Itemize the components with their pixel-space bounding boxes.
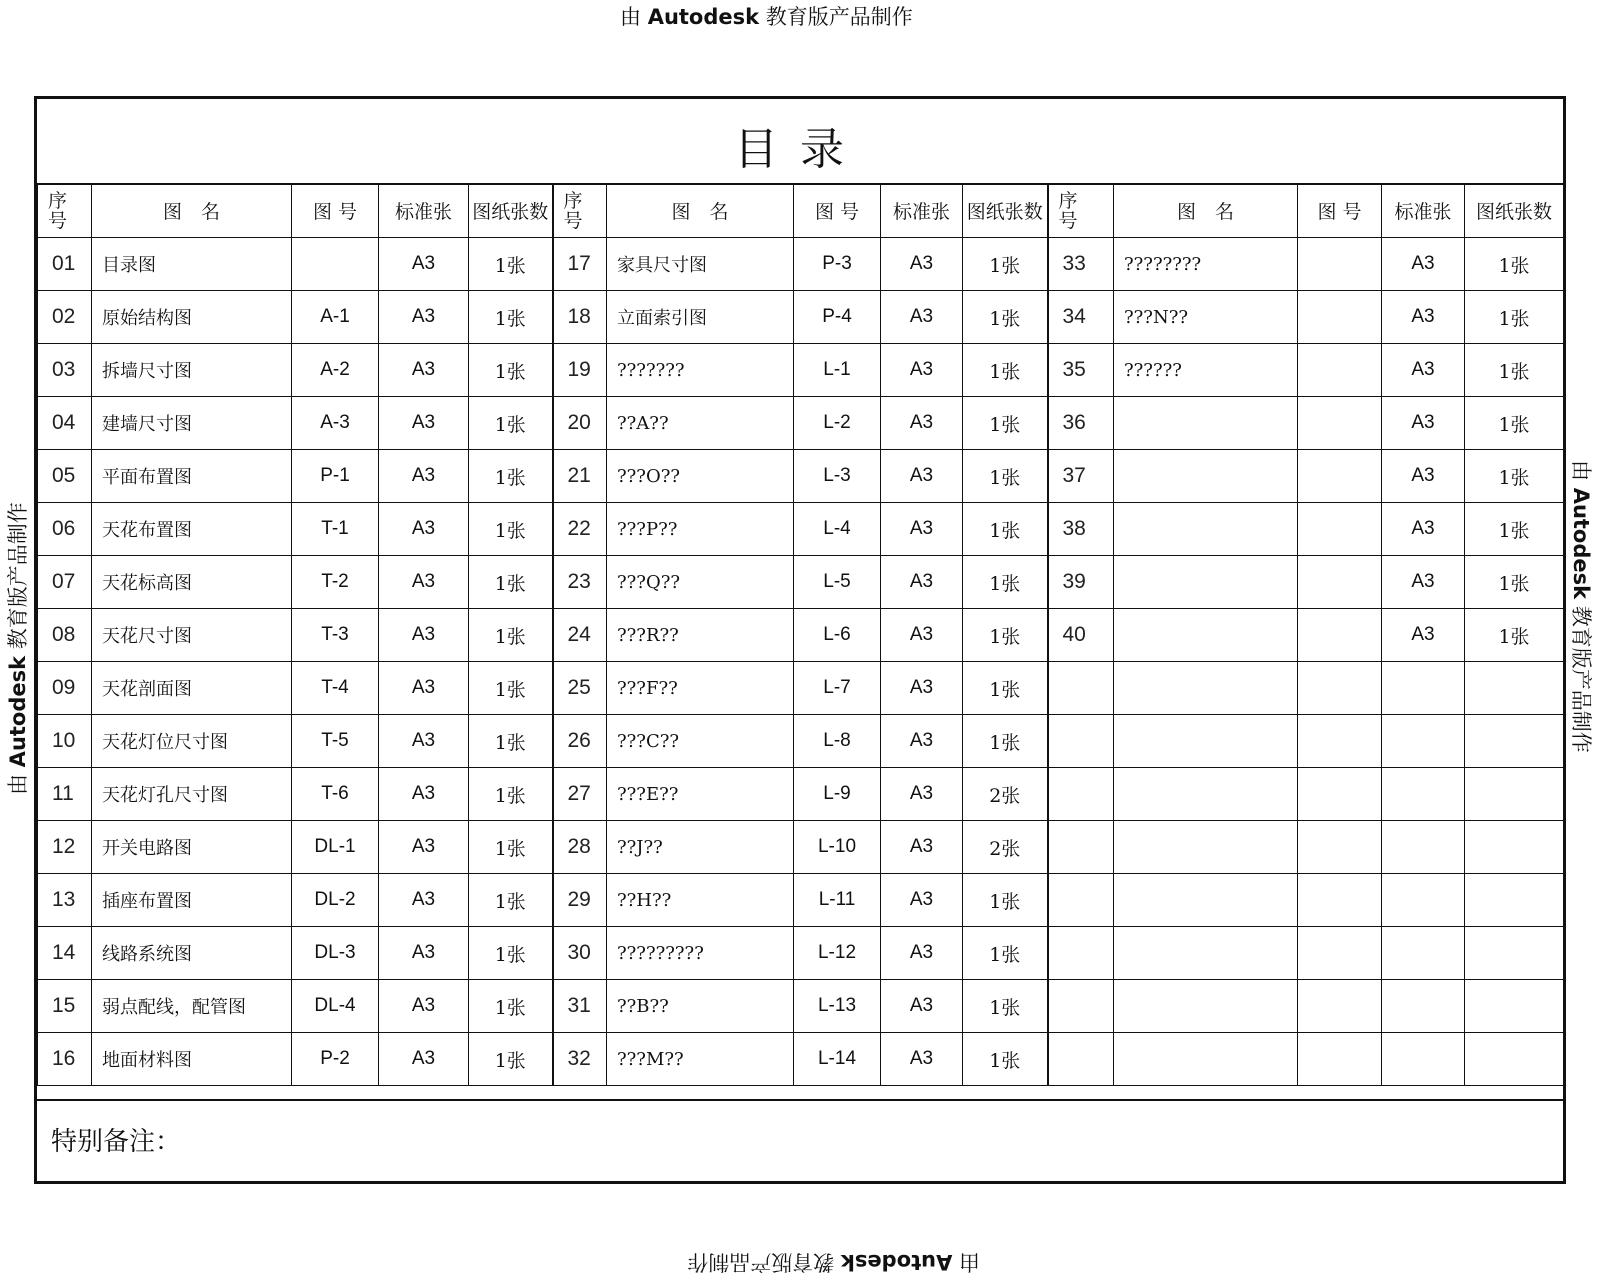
cell-size: A3 bbox=[881, 556, 963, 609]
cell-name: 天花标高图 bbox=[92, 556, 292, 609]
cell-code: L-8 bbox=[794, 715, 881, 768]
cell-seq: 34 bbox=[1048, 291, 1114, 344]
cell-code: P-3 bbox=[794, 238, 881, 291]
cell-count: 1张 bbox=[963, 980, 1048, 1033]
cell-name bbox=[1114, 1033, 1298, 1086]
header-row bbox=[38, 184, 1564, 238]
cell-name: 原始结构图 bbox=[92, 291, 292, 344]
cell-count: 1张 bbox=[469, 609, 553, 662]
cell-name bbox=[1114, 556, 1298, 609]
cell-seq: 36 bbox=[1048, 397, 1114, 450]
cell-count: 1张 bbox=[469, 450, 553, 503]
cell-seq: 30 bbox=[553, 927, 607, 980]
cell-name: 天花灯孔尺寸图 bbox=[92, 768, 292, 821]
cell-code: L-4 bbox=[794, 503, 881, 556]
cell-count: 1张 bbox=[469, 874, 553, 927]
cell-count: 1张 bbox=[469, 980, 553, 1033]
cell-seq: 09 bbox=[38, 662, 92, 715]
cell-code: A-2 bbox=[292, 344, 379, 397]
cell-seq: 18 bbox=[553, 291, 607, 344]
cell-code bbox=[1298, 715, 1382, 768]
cell-count: 1张 bbox=[963, 609, 1048, 662]
cell-size bbox=[1382, 768, 1465, 821]
cell-size bbox=[1382, 927, 1465, 980]
cell-size bbox=[1382, 715, 1465, 768]
cell-seq: 17 bbox=[553, 238, 607, 291]
cell-size: A3 bbox=[881, 291, 963, 344]
drawing-catalog-table bbox=[37, 183, 1564, 1086]
cell-name: 立面索引图 bbox=[607, 291, 794, 344]
cell-count: 1张 bbox=[469, 715, 553, 768]
cell-count: 1张 bbox=[963, 503, 1048, 556]
cell-count bbox=[1465, 662, 1564, 715]
cell-code: L-6 bbox=[794, 609, 881, 662]
cell-code: T-3 bbox=[292, 609, 379, 662]
cell-seq: 14 bbox=[38, 927, 92, 980]
cell-name: ??B?? bbox=[607, 980, 794, 1033]
cell-code: P-1 bbox=[292, 450, 379, 503]
cell-size: A3 bbox=[881, 238, 963, 291]
cell-code: DL-2 bbox=[292, 874, 379, 927]
table-row bbox=[38, 1033, 1564, 1086]
header-count: 图纸张数 bbox=[963, 184, 1048, 238]
cell-name: ???R?? bbox=[607, 609, 794, 662]
cell-code: T-2 bbox=[292, 556, 379, 609]
cell-code: L-7 bbox=[794, 662, 881, 715]
cell-code: L-3 bbox=[794, 450, 881, 503]
cell-seq bbox=[1048, 715, 1114, 768]
notes-label: 特别备注： bbox=[51, 1127, 182, 1157]
cell-count bbox=[1465, 874, 1564, 927]
cell-size: A3 bbox=[1382, 503, 1465, 556]
cell-seq: 29 bbox=[553, 874, 607, 927]
cell-name: ???N?? bbox=[1114, 291, 1298, 344]
cell-code: T-4 bbox=[292, 662, 379, 715]
cell-count: 1张 bbox=[1465, 609, 1564, 662]
cell-count bbox=[1465, 768, 1564, 821]
cell-code: DL-3 bbox=[292, 927, 379, 980]
cell-seq bbox=[1048, 821, 1114, 874]
table-row bbox=[38, 980, 1564, 1033]
cell-count: 1张 bbox=[1465, 238, 1564, 291]
cell-size: A3 bbox=[379, 980, 469, 1033]
header-size: 标准张 bbox=[379, 184, 469, 238]
cell-size: A3 bbox=[1382, 450, 1465, 503]
cell-size bbox=[1382, 662, 1465, 715]
cell-seq bbox=[1048, 768, 1114, 821]
notes-row bbox=[37, 1099, 1563, 1181]
cell-name: ??J?? bbox=[607, 821, 794, 874]
cell-name: ???M?? bbox=[607, 1033, 794, 1086]
cell-code bbox=[1298, 1033, 1382, 1086]
cell-size: A3 bbox=[881, 1033, 963, 1086]
cell-code bbox=[1298, 397, 1382, 450]
cell-name: 地面材料图 bbox=[92, 1033, 292, 1086]
cell-code: DL-1 bbox=[292, 821, 379, 874]
page-title: 目录 bbox=[734, 124, 866, 175]
cell-name: 弱点配线，配管图 bbox=[92, 980, 292, 1033]
cell-count: 1张 bbox=[469, 1033, 553, 1086]
cell-size: A3 bbox=[1382, 609, 1465, 662]
cell-seq: 15 bbox=[38, 980, 92, 1033]
cell-size: A3 bbox=[881, 715, 963, 768]
cell-size: A3 bbox=[881, 344, 963, 397]
cell-count bbox=[1465, 980, 1564, 1033]
cell-size: A3 bbox=[379, 238, 469, 291]
cell-seq: 38 bbox=[1048, 503, 1114, 556]
cell-name bbox=[1114, 662, 1298, 715]
cell-seq: 21 bbox=[553, 450, 607, 503]
cell-name: ???P?? bbox=[607, 503, 794, 556]
cell-seq: 04 bbox=[38, 397, 92, 450]
watermark-bottom: 由 Autodesk 教育版产品制作 bbox=[687, 1250, 980, 1274]
cell-code: L-1 bbox=[794, 344, 881, 397]
header-seq: 序 号 bbox=[1048, 184, 1114, 238]
table-row bbox=[38, 715, 1564, 768]
cell-size: A3 bbox=[1382, 344, 1465, 397]
cell-count: 1张 bbox=[963, 927, 1048, 980]
header-count: 图纸张数 bbox=[469, 184, 553, 238]
cell-code: A-3 bbox=[292, 397, 379, 450]
cell-name bbox=[1114, 450, 1298, 503]
cell-count: 1张 bbox=[963, 238, 1048, 291]
cell-code bbox=[1298, 503, 1382, 556]
table-row bbox=[38, 503, 1564, 556]
cell-name bbox=[1114, 927, 1298, 980]
cell-size: A3 bbox=[881, 927, 963, 980]
cell-size: A3 bbox=[1382, 556, 1465, 609]
cell-seq: 10 bbox=[38, 715, 92, 768]
cell-code bbox=[1298, 556, 1382, 609]
cell-code bbox=[1298, 662, 1382, 715]
cell-count: 1张 bbox=[963, 662, 1048, 715]
cell-code: T-5 bbox=[292, 715, 379, 768]
cell-count bbox=[1465, 715, 1564, 768]
cell-count: 1张 bbox=[963, 715, 1048, 768]
cell-seq: 20 bbox=[553, 397, 607, 450]
cell-seq bbox=[1048, 1033, 1114, 1086]
cell-code: DL-4 bbox=[292, 980, 379, 1033]
cell-count: 1张 bbox=[469, 662, 553, 715]
cell-code: L-2 bbox=[794, 397, 881, 450]
table-row bbox=[38, 238, 1564, 291]
header-count: 图纸张数 bbox=[1465, 184, 1564, 238]
cell-name: 天花布置图 bbox=[92, 503, 292, 556]
cell-code bbox=[1298, 768, 1382, 821]
cell-count: 1张 bbox=[469, 344, 553, 397]
cell-size: A3 bbox=[379, 609, 469, 662]
cell-seq: 27 bbox=[553, 768, 607, 821]
cell-count: 1张 bbox=[469, 927, 553, 980]
cell-size: A3 bbox=[379, 450, 469, 503]
cell-seq: 28 bbox=[553, 821, 607, 874]
cell-count: 1张 bbox=[963, 556, 1048, 609]
cell-size bbox=[1382, 980, 1465, 1033]
cell-code: L-5 bbox=[794, 556, 881, 609]
cell-seq: 25 bbox=[553, 662, 607, 715]
cell-size: A3 bbox=[379, 821, 469, 874]
cell-code bbox=[1298, 291, 1382, 344]
header-code: 图 号 bbox=[1298, 184, 1382, 238]
cell-name: 目录图 bbox=[92, 238, 292, 291]
cell-seq bbox=[1048, 927, 1114, 980]
cell-name: 平面布置图 bbox=[92, 450, 292, 503]
header-seq: 序 号 bbox=[38, 184, 92, 238]
header-size: 标准张 bbox=[881, 184, 963, 238]
cell-name: 建墙尺寸图 bbox=[92, 397, 292, 450]
cell-code: P-2 bbox=[292, 1033, 379, 1086]
cell-size: A3 bbox=[379, 503, 469, 556]
cell-size: A3 bbox=[379, 662, 469, 715]
cell-code bbox=[1298, 821, 1382, 874]
cell-seq: 33 bbox=[1048, 238, 1114, 291]
cell-count: 1张 bbox=[469, 556, 553, 609]
cell-count: 1张 bbox=[1465, 503, 1564, 556]
cell-count bbox=[1465, 927, 1564, 980]
watermark-right: 由 Autodesk 教育版产品制作 bbox=[1569, 460, 1593, 753]
cell-name: 家具尺寸图 bbox=[607, 238, 794, 291]
cell-code: L-12 bbox=[794, 927, 881, 980]
cell-name: ???F?? bbox=[607, 662, 794, 715]
cell-seq: 05 bbox=[38, 450, 92, 503]
cell-code: L-10 bbox=[794, 821, 881, 874]
title-row bbox=[37, 99, 1563, 185]
cell-seq bbox=[1048, 874, 1114, 927]
cell-size: A3 bbox=[379, 927, 469, 980]
cell-count: 1张 bbox=[963, 874, 1048, 927]
cell-size: A3 bbox=[1382, 291, 1465, 344]
cell-count: 1张 bbox=[1465, 344, 1564, 397]
header-name: 图 名 bbox=[92, 184, 292, 238]
cell-name: 天花灯位尺寸图 bbox=[92, 715, 292, 768]
cell-count bbox=[1465, 1033, 1564, 1086]
cell-size: A3 bbox=[881, 503, 963, 556]
cell-code bbox=[1298, 344, 1382, 397]
cell-seq bbox=[1048, 662, 1114, 715]
cell-name: ??????? bbox=[607, 344, 794, 397]
header-name: 图 名 bbox=[607, 184, 794, 238]
cell-seq: 22 bbox=[553, 503, 607, 556]
cell-count bbox=[1465, 821, 1564, 874]
cell-seq: 26 bbox=[553, 715, 607, 768]
cell-size bbox=[1382, 821, 1465, 874]
cell-seq: 11 bbox=[38, 768, 92, 821]
cell-seq: 13 bbox=[38, 874, 92, 927]
cell-name: 插座布置图 bbox=[92, 874, 292, 927]
cell-count: 2张 bbox=[963, 821, 1048, 874]
cell-name bbox=[1114, 609, 1298, 662]
cell-count: 1张 bbox=[469, 397, 553, 450]
cell-size bbox=[1382, 874, 1465, 927]
cell-name: ???E?? bbox=[607, 768, 794, 821]
cell-code: L-14 bbox=[794, 1033, 881, 1086]
cell-seq: 35 bbox=[1048, 344, 1114, 397]
cell-count: 1张 bbox=[1465, 556, 1564, 609]
cell-code bbox=[1298, 874, 1382, 927]
cell-code bbox=[292, 238, 379, 291]
cell-count: 1张 bbox=[469, 768, 553, 821]
cell-count: 1张 bbox=[1465, 450, 1564, 503]
cell-name: ?????? bbox=[1114, 344, 1298, 397]
cell-code: P-4 bbox=[794, 291, 881, 344]
cell-count: 1张 bbox=[469, 503, 553, 556]
cell-size: A3 bbox=[1382, 397, 1465, 450]
cell-seq: 39 bbox=[1048, 556, 1114, 609]
cell-seq: 01 bbox=[38, 238, 92, 291]
table-row bbox=[38, 874, 1564, 927]
cell-name: 线路系统图 bbox=[92, 927, 292, 980]
header-code: 图 号 bbox=[794, 184, 881, 238]
cell-seq: 16 bbox=[38, 1033, 92, 1086]
cell-code: T-6 bbox=[292, 768, 379, 821]
header-code: 图 号 bbox=[292, 184, 379, 238]
header-name: 图 名 bbox=[1114, 184, 1298, 238]
cell-name bbox=[1114, 715, 1298, 768]
cell-size: A3 bbox=[881, 397, 963, 450]
table-row bbox=[38, 927, 1564, 980]
cell-size: A3 bbox=[881, 821, 963, 874]
cell-code: L-13 bbox=[794, 980, 881, 1033]
cell-code bbox=[1298, 609, 1382, 662]
cell-name: ????????? bbox=[607, 927, 794, 980]
cell-code: T-1 bbox=[292, 503, 379, 556]
cell-size: A3 bbox=[881, 980, 963, 1033]
cell-count: 1张 bbox=[963, 291, 1048, 344]
watermark-left: 由 Autodesk 教育版产品制作 bbox=[6, 502, 30, 795]
cell-count: 2张 bbox=[963, 768, 1048, 821]
cell-name: ??H?? bbox=[607, 874, 794, 927]
cell-seq bbox=[1048, 980, 1114, 1033]
cell-size: A3 bbox=[379, 1033, 469, 1086]
cell-seq: 19 bbox=[553, 344, 607, 397]
cell-size: A3 bbox=[379, 291, 469, 344]
cell-name: ???????? bbox=[1114, 238, 1298, 291]
cell-name: 拆墙尺寸图 bbox=[92, 344, 292, 397]
cell-code: L-11 bbox=[794, 874, 881, 927]
cell-size: A3 bbox=[379, 768, 469, 821]
drawing-frame bbox=[34, 96, 1566, 1184]
table-row bbox=[38, 344, 1564, 397]
cell-name: 开关电路图 bbox=[92, 821, 292, 874]
cell-size: A3 bbox=[881, 874, 963, 927]
cell-count: 1张 bbox=[963, 397, 1048, 450]
cell-count: 1张 bbox=[1465, 291, 1564, 344]
cell-name: ??A?? bbox=[607, 397, 794, 450]
cell-size: A3 bbox=[1382, 238, 1465, 291]
cell-count: 1张 bbox=[1465, 397, 1564, 450]
cell-size: A3 bbox=[881, 768, 963, 821]
cell-name: 天花尺寸图 bbox=[92, 609, 292, 662]
table-row bbox=[38, 821, 1564, 874]
table-row bbox=[38, 291, 1564, 344]
cell-seq: 06 bbox=[38, 503, 92, 556]
cell-seq: 02 bbox=[38, 291, 92, 344]
cell-size: A3 bbox=[881, 609, 963, 662]
cell-size: A3 bbox=[881, 450, 963, 503]
table-row bbox=[38, 556, 1564, 609]
cell-name bbox=[1114, 768, 1298, 821]
cell-size: A3 bbox=[881, 662, 963, 715]
cell-size: A3 bbox=[379, 556, 469, 609]
cell-name bbox=[1114, 874, 1298, 927]
cell-name bbox=[1114, 821, 1298, 874]
cell-size: A3 bbox=[379, 874, 469, 927]
cell-code bbox=[1298, 980, 1382, 1033]
cell-count: 1张 bbox=[963, 1033, 1048, 1086]
cell-count: 1张 bbox=[469, 821, 553, 874]
watermark-top: 由 Autodesk 教育版产品制作 bbox=[620, 5, 913, 29]
cell-seq: 24 bbox=[553, 609, 607, 662]
cell-name bbox=[1114, 503, 1298, 556]
cell-seq: 37 bbox=[1048, 450, 1114, 503]
cell-seq: 40 bbox=[1048, 609, 1114, 662]
cell-seq: 08 bbox=[38, 609, 92, 662]
cell-code: A-1 bbox=[292, 291, 379, 344]
header-seq: 序 号 bbox=[553, 184, 607, 238]
cell-size: A3 bbox=[379, 397, 469, 450]
table-row bbox=[38, 662, 1564, 715]
cell-code bbox=[1298, 927, 1382, 980]
cell-seq: 12 bbox=[38, 821, 92, 874]
cell-seq: 07 bbox=[38, 556, 92, 609]
cell-count: 1张 bbox=[469, 291, 553, 344]
cell-name bbox=[1114, 397, 1298, 450]
cell-name: 天花剖面图 bbox=[92, 662, 292, 715]
cell-code bbox=[1298, 238, 1382, 291]
cell-code bbox=[1298, 450, 1382, 503]
cell-name: ???O?? bbox=[607, 450, 794, 503]
cell-seq: 23 bbox=[553, 556, 607, 609]
table-row bbox=[38, 768, 1564, 821]
table-row bbox=[38, 450, 1564, 503]
cell-count: 1张 bbox=[963, 344, 1048, 397]
cell-name: ???C?? bbox=[607, 715, 794, 768]
cell-name: ???Q?? bbox=[607, 556, 794, 609]
cell-size bbox=[1382, 1033, 1465, 1086]
cell-size: A3 bbox=[379, 715, 469, 768]
cell-code: L-9 bbox=[794, 768, 881, 821]
header-size: 标准张 bbox=[1382, 184, 1465, 238]
table-row bbox=[38, 397, 1564, 450]
table-row bbox=[38, 609, 1564, 662]
cell-seq: 31 bbox=[553, 980, 607, 1033]
cell-count: 1张 bbox=[963, 450, 1048, 503]
cell-size: A3 bbox=[379, 344, 469, 397]
cell-count: 1张 bbox=[469, 238, 553, 291]
cell-seq: 03 bbox=[38, 344, 92, 397]
cell-seq: 32 bbox=[553, 1033, 607, 1086]
cell-name bbox=[1114, 980, 1298, 1033]
